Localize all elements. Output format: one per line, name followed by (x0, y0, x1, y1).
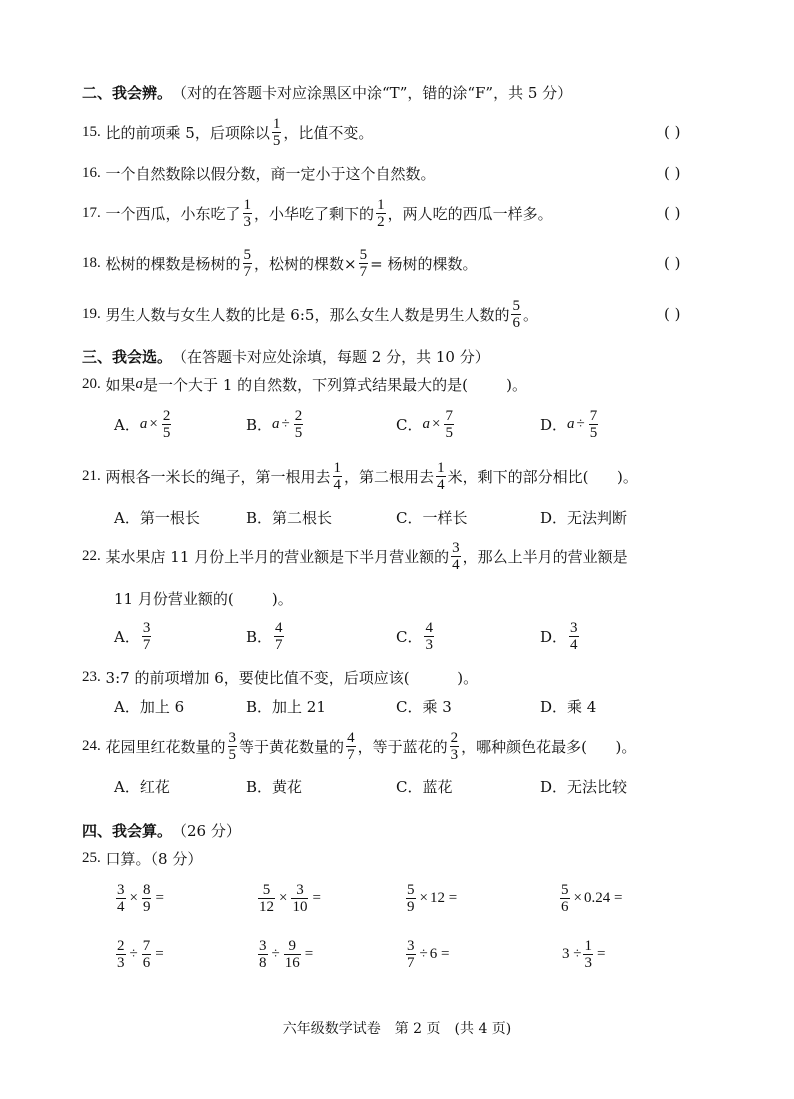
page-footer: 六年级数学试卷 第 2 页 (共 4 页) (282, 1021, 512, 1037)
question-number: 20. (82, 375, 101, 392)
question-number: 17. (82, 204, 101, 221)
answer-parentheses[interactable]: ( ) (664, 204, 681, 222)
question-text: ，那么上半月的营业额是 (462, 547, 628, 566)
question-24-options (0, 766, 794, 806)
question-22-line2 (0, 578, 794, 618)
question-16 (0, 153, 794, 193)
question-text: ，松树的棵数× (254, 254, 357, 273)
option-c[interactable]: C．一样长 (396, 508, 468, 527)
option-b[interactable]: B．加上 21 (246, 697, 326, 716)
question-text: 。 (522, 305, 538, 324)
option-b[interactable]: B． $\frac{4}{7}$ (246, 619, 283, 653)
question-text: ，等于蓝花的 (357, 737, 448, 756)
section-2-heading: 二、我会辨。 (82, 83, 173, 102)
option-c[interactable]: C． $\frac{4}{3}$ (396, 619, 433, 653)
question-text: ，第二根用去 (344, 467, 435, 486)
question-20 (0, 364, 794, 404)
option-d[interactable]: D．无法比较 (540, 777, 628, 796)
fraction: $\frac{3}{5}$ (228, 729, 237, 763)
fraction: $\frac{1}{3}$ (243, 196, 252, 230)
calc-item[interactable]: $\frac{2}{3}$ ÷ $\frac{7}{6}$ = (117, 937, 164, 971)
answer-blank[interactable] (588, 467, 617, 485)
question-text: ，比值不变。 (283, 123, 374, 142)
question-text: 米，剩下的部分相比( (447, 467, 589, 486)
section-2-note: （对的在答题卡对应涂黑区中涂“T”，错的涂“F”，共 5 分） (172, 83, 573, 102)
option-b[interactable]: B．第二根长 (246, 508, 333, 527)
answer-parentheses[interactable]: ( ) (664, 254, 681, 272)
fraction: $\frac{1}{5}$ (272, 115, 281, 149)
option-c[interactable]: C． a × $\frac{7}{5}$ (396, 407, 453, 441)
option-b[interactable]: B． a ÷ $\frac{2}{5}$ (246, 407, 303, 441)
question-number: 18. (82, 254, 101, 271)
variable-a: a (135, 375, 144, 392)
option-d[interactable]: D． a ÷ $\frac{7}{5}$ (540, 407, 598, 441)
fraction: $\frac{3}{4}$ (452, 539, 460, 573)
calc-item[interactable]: $\frac{5}{9}$ × 12 = (407, 881, 458, 915)
question-number: 21. (82, 467, 101, 484)
question-text: )。 (506, 375, 527, 394)
question-number: 25. (82, 849, 101, 866)
option-b[interactable]: B．黄花 (246, 777, 303, 796)
question-text: 某水果店 11 月份上半月的营业额是下半月营业额的 (105, 547, 450, 566)
question-text: ，小华吃了剩下的 (254, 204, 375, 223)
option-d[interactable]: D．无法判断 (540, 508, 628, 527)
section-3-note: （在答题卡对应处涂填，每题 2 分，共 10 分） (172, 347, 490, 366)
question-text: = 杨树的棵数。 (370, 254, 478, 273)
fraction: $\frac{5}{6}$ (512, 297, 520, 331)
question-text: 花园里红花数量的 (105, 737, 226, 756)
question-text: 11 月份营业额的( )。 (114, 589, 293, 608)
section-4-note: （26 分） (172, 821, 241, 840)
option-a[interactable]: A．加上 6 (114, 697, 185, 716)
mental-math-row-1 (0, 878, 794, 918)
question-18 (0, 243, 794, 283)
calc-item[interactable]: $\frac{5}{12}$ × $\frac{3}{10}$ = (259, 881, 321, 915)
question-text: )。 (617, 467, 638, 486)
question-text: ，两人吃的西瓜一样多。 (387, 204, 553, 223)
answer-parentheses[interactable]: ( ) (664, 305, 681, 323)
question-text: ，哪种颜色花最多( )。 (461, 737, 637, 756)
question-24 (0, 726, 794, 766)
question-25 (0, 838, 794, 878)
calc-item[interactable]: $\frac{3}{8}$ ÷ $\frac{9}{16}$ = (259, 937, 314, 971)
question-text: 两根各一米长的绳子，第一根用去 (105, 467, 331, 486)
question-text: 比的前项乘 5，后项除以 (105, 123, 270, 142)
question-19 (0, 294, 794, 334)
question-22 (0, 536, 794, 576)
fraction: $\frac{1}{2}$ (377, 196, 385, 230)
mental-math-row-2 (0, 934, 794, 974)
question-text: 一个西瓜，小东吃了 (105, 204, 241, 223)
answer-parentheses[interactable]: ( ) (664, 123, 681, 141)
answer-blank[interactable] (468, 375, 506, 393)
option-a[interactable]: A． a × $\frac{2}{5}$ (114, 407, 171, 441)
question-21-options (0, 497, 794, 537)
question-number: 24. (82, 737, 101, 754)
question-21 (0, 456, 794, 496)
question-text: 一个自然数除以假分数，商一定小于这个自然数。 (105, 164, 436, 183)
question-number: 16. (82, 164, 101, 181)
question-23-options (0, 686, 794, 726)
question-text: 口算。（8 分） (105, 849, 203, 868)
option-a[interactable]: A．红花 (114, 777, 170, 796)
option-a[interactable]: A． $\frac{3}{7}$ (114, 619, 151, 653)
option-c[interactable]: C．乘 3 (396, 697, 452, 716)
question-text: 如果 (105, 375, 136, 394)
section-3-heading: 三、我会选。 (82, 347, 173, 366)
question-text: 3:7 的前项增加 6，要使比值不变，后项应该( )。 (105, 668, 479, 687)
question-22-options (0, 616, 794, 656)
question-number: 22. (82, 547, 101, 564)
calc-item[interactable]: $\frac{3}{7}$ ÷ 6 = (407, 937, 450, 971)
fraction: $\frac{4}{7}$ (347, 729, 355, 763)
calc-item[interactable]: $\frac{5}{6}$ × 0.24 = (561, 881, 623, 915)
option-d[interactable]: D． $\frac{3}{4}$ (540, 619, 578, 653)
question-text: 是一个大于 1 的自然数，下列算式结果最大的是( (143, 375, 468, 394)
question-number: 15. (82, 123, 101, 140)
question-text: 男生人数与女生人数的比是 6:5，那么女生人数是男生人数的 (105, 305, 510, 324)
calc-item[interactable]: $\frac{3}{4}$ × $\frac{8}{9}$ = (117, 881, 164, 915)
fraction: $\frac{1}{4}$ (437, 459, 445, 493)
fraction: $\frac{5}{7}$ (359, 246, 368, 280)
option-a[interactable]: A．第一根长 (114, 508, 200, 527)
question-number: 19. (82, 305, 101, 322)
fraction: $\frac{2}{3}$ (450, 729, 459, 763)
answer-parentheses[interactable]: ( ) (664, 164, 681, 182)
option-d[interactable]: D．乘 4 (540, 697, 597, 716)
option-c[interactable]: C．蓝花 (396, 777, 453, 796)
section-4-heading: 四、我会算。 (82, 821, 173, 840)
calc-item[interactable]: 3 ÷ $\frac{1}{3}$ = (562, 937, 606, 971)
question-17 (0, 193, 794, 233)
question-text: 松树的棵数是杨树的 (105, 254, 241, 273)
question-20-options (0, 404, 794, 444)
question-15 (0, 112, 794, 152)
question-number: 23. (82, 668, 101, 685)
fraction: $\frac{1}{4}$ (333, 459, 342, 493)
question-text: 等于黄花数量的 (239, 737, 345, 756)
fraction: $\frac{5}{7}$ (243, 246, 252, 280)
section-2-header (0, 72, 794, 112)
